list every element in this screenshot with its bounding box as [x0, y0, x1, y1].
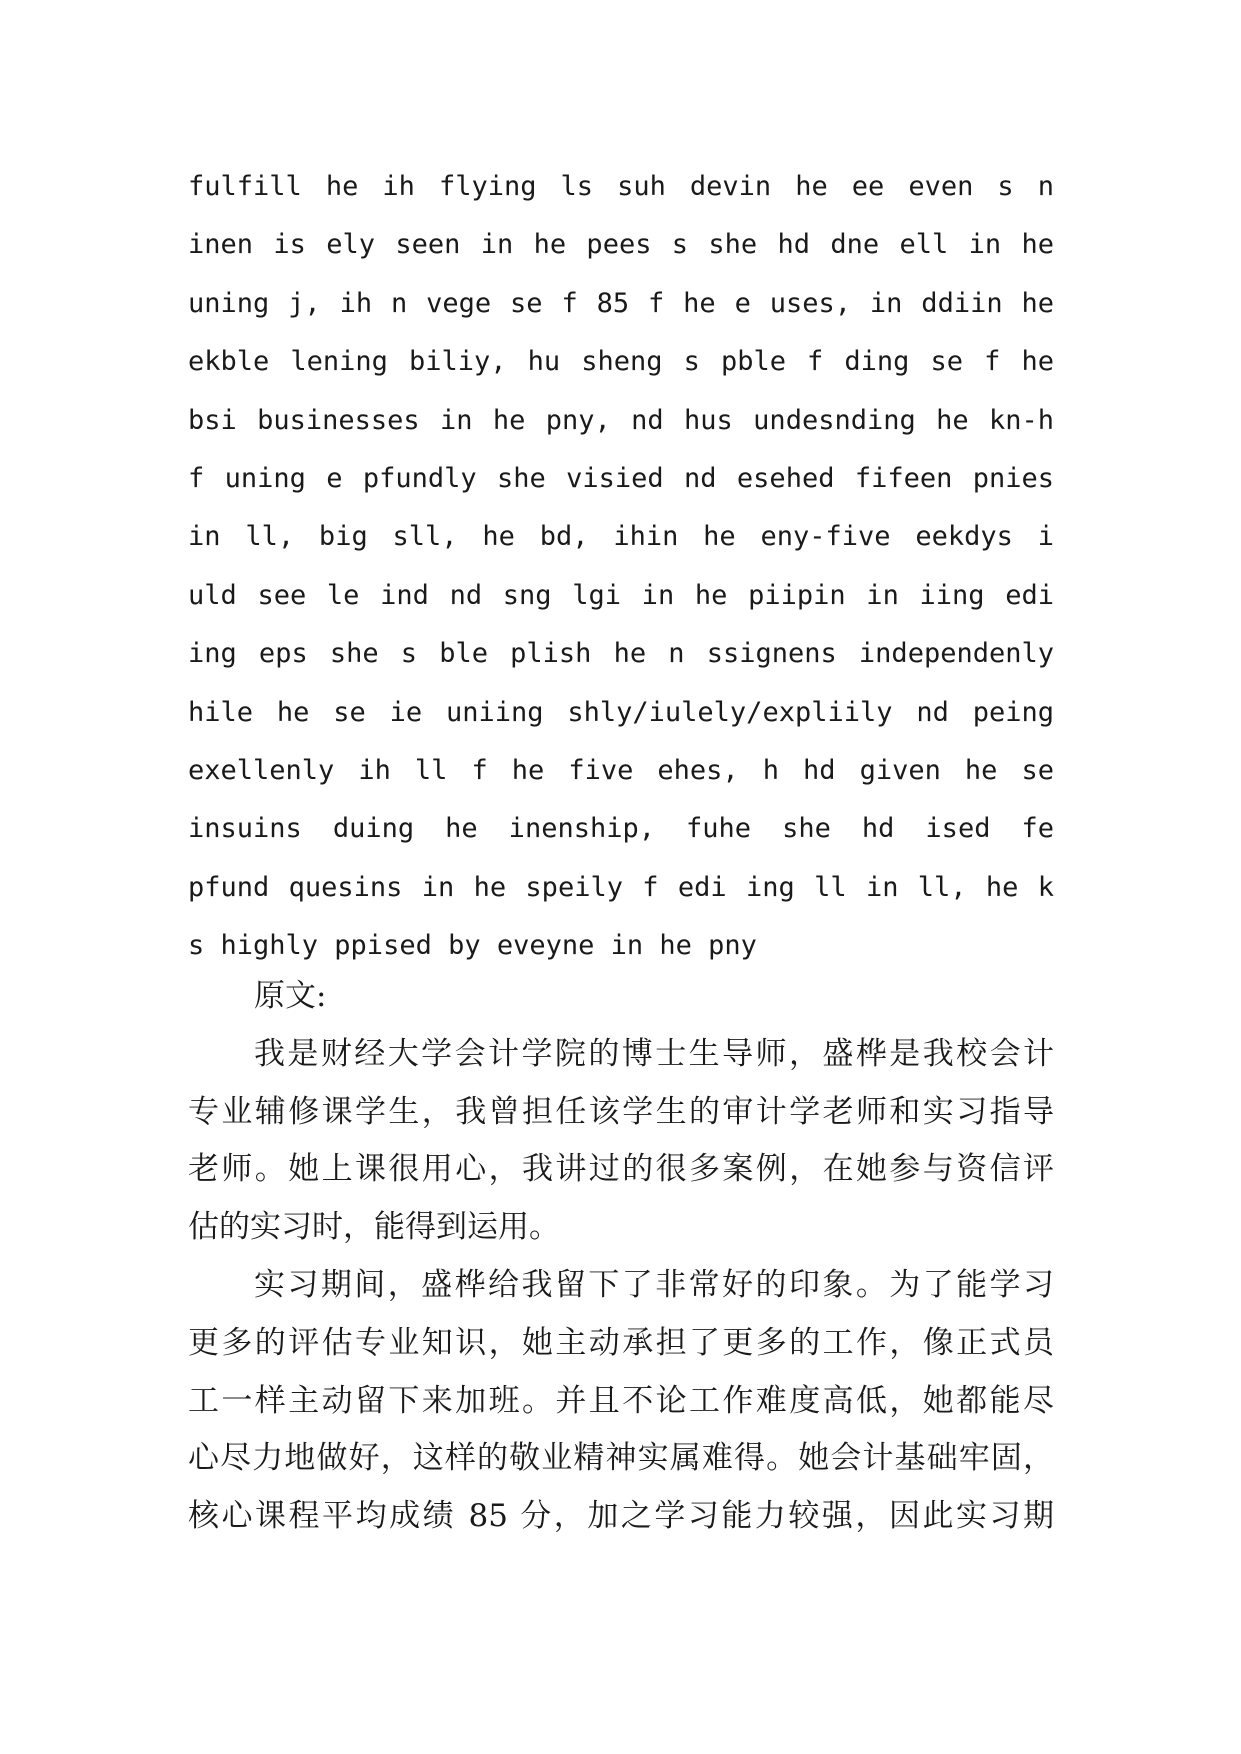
english-line: pfund quesins in he speily f edi ing ll in ll, he k	[188, 871, 1054, 903]
paragraph-line: 核心课程平均成绩 85 分，加之学习能力较强，因此实习期	[188, 1498, 1054, 1535]
original-heading: 原文:	[254, 978, 327, 1014]
english-line: fulfill he ih flying ls suh devin he ee even s n	[188, 171, 1054, 202]
english-line: s highly ppised by eveyne in he pny	[188, 930, 757, 962]
paragraph-line: 我是财经大学会计学院的博士生导师，盛桦是我校会计	[254, 1035, 1054, 1072]
english-line: ekble lening biliy, hu sheng s pble f ding se f he	[188, 346, 1054, 378]
english-line: uld see le ind nd sng lgi in he piipin in iing edi	[188, 579, 1054, 611]
paragraph-line: 实习期间，盛桦给我留下了非常好的印象。为了能学习	[254, 1266, 1054, 1303]
english-line: ing eps she s ble plish he n ssignens independenly	[188, 638, 1054, 670]
english-line: insuins duing he inenship, fuhe she hd ised fe	[188, 813, 1054, 845]
chinese-text-block	[188, 968, 1054, 1546]
paragraph-line: 工一样主动留下来加班。并且不论工作难度高低，她都能尽	[188, 1382, 1054, 1419]
paragraph-line: 更多的评估专业知识，她主动承担了更多的工作，像正式员	[188, 1324, 1054, 1361]
english-line: exellenly ih ll f he five ehes, h hd given he se	[188, 754, 1054, 786]
english-line: inen is ely seen in he pees s she hd dne ell in he	[188, 229, 1054, 261]
english-text-block	[188, 158, 1054, 975]
paragraph-line: 老师。她上课很用心，我讲过的很多案例，在她参与资信评	[188, 1151, 1054, 1188]
english-line: hile he se ie uniing shly/iulely/expliily nd peing	[188, 696, 1054, 728]
paragraph-line: 专业辅修课学生，我曾担任该学生的审计学老师和实习指导	[188, 1093, 1054, 1130]
english-line: uning j, ih n vege se f 85 f he e uses, in ddiin he	[188, 287, 1054, 319]
english-line: f uning e pfundly she visied nd esehed fifeen pnies	[188, 462, 1054, 494]
paragraph-line: 估的实习时，能得到运用。	[188, 1209, 560, 1246]
english-line: in ll, big sll, he bd, ihin he eny-five eekdys i	[188, 521, 1054, 553]
english-line: bsi businesses in he pny, nd hus undesnding he kn-h	[188, 404, 1054, 436]
paragraph-line: 心尽力地做好，这样的敬业精神实属难得。她会计基础牢固，	[188, 1440, 1054, 1477]
